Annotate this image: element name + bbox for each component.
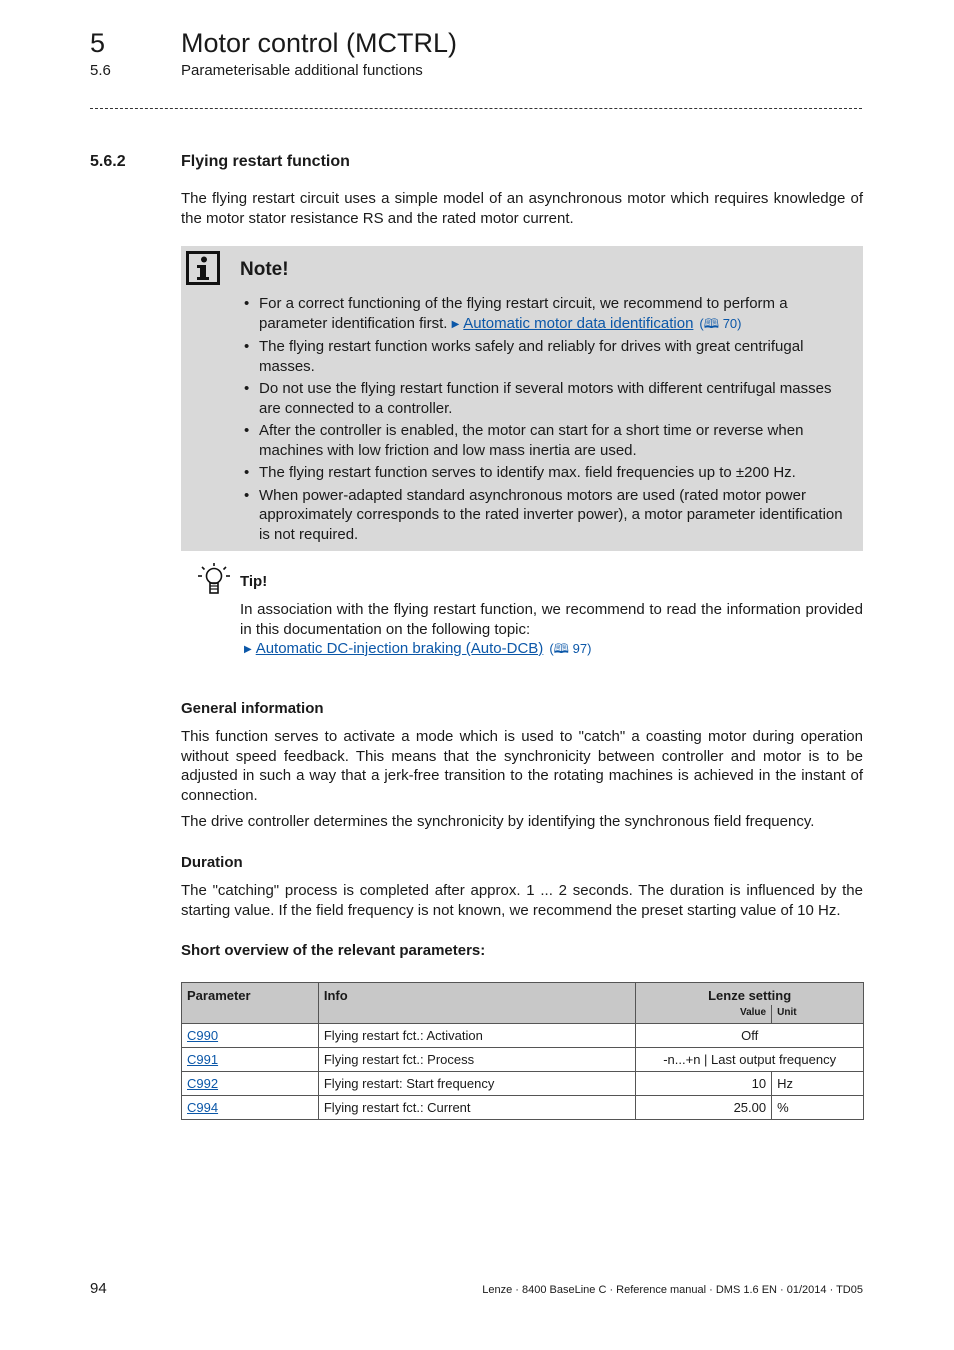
- param-unit: %: [772, 1096, 864, 1120]
- table-row: [182, 1024, 864, 1048]
- lightbulb-icon: [197, 562, 231, 598]
- parameter-table: [181, 982, 864, 1120]
- overview-heading: Short overview of the relevant parameters:: [181, 942, 486, 959]
- param-link-c991[interactable]: C991: [187, 1052, 219, 1067]
- list-item: • Do not use the flying restart function if several motors with different centrifugal masses are connected to a controller.: [244, 379, 849, 418]
- page-reference[interactable]: (🕮 70): [699, 315, 742, 331]
- chapter-title: Motor control (MCTRL): [181, 28, 458, 58]
- col-header-unit: Unit: [772, 1005, 864, 1024]
- param-setting: Off: [636, 1024, 864, 1048]
- table-header-row: [182, 983, 864, 1006]
- section-title: Parameterisable additional functions: [181, 62, 423, 79]
- general-paragraph-2: The drive controller determines the synchronicity by identifying the synchronous field frequency.: [181, 813, 815, 830]
- table-row: [182, 1048, 864, 1072]
- list-item: • The flying restart function works safely and reliably for drives with great centrifugal masses.: [244, 337, 849, 376]
- page-number: 94: [90, 1280, 107, 1297]
- param-unit: Hz: [772, 1072, 864, 1096]
- list-item: • The flying restart function serves to identify max. field frequencies up to ±200 Hz.: [244, 463, 849, 483]
- col-header-parameter: Parameter: [182, 983, 319, 1024]
- param-info: Flying restart fct.: Process: [318, 1048, 635, 1072]
- param-setting: -n...+n | Last output frequency: [636, 1048, 864, 1072]
- header-divider: [90, 108, 862, 109]
- tip-text: In association with the flying restart function, we recommend to read the information provided in this documentation on the following topic:: [240, 601, 863, 638]
- table-row: [182, 1096, 864, 1120]
- param-link-c992[interactable]: C992: [187, 1076, 219, 1091]
- list-item: • When power-adapted standard asynchronous motors are used (rated motor power approximately corresponds to the rated inverter power), a motor parameter identification is not required.: [244, 486, 849, 545]
- param-value: 10: [636, 1072, 772, 1096]
- list-item: • After the controller is enabled, the motor can start for a short time or reverse when machines with low friction and low mass inertia are used.: [244, 421, 849, 460]
- param-info: Flying restart fct.: Activation: [318, 1024, 635, 1048]
- list-item: • For a correct functioning of the flying restart circuit, we recommend to perform a parameter identification first. ▶ Automatic motor data identification (🕮 70): [244, 294, 849, 334]
- param-value: 25.00: [636, 1096, 772, 1120]
- param-link-c994[interactable]: C994: [187, 1100, 219, 1115]
- col-header-info: Info: [318, 983, 635, 1024]
- param-info: Flying restart: Start frequency: [318, 1072, 635, 1096]
- duration-paragraph: The "catching" process is completed after approx. 1 ... 2 seconds. The duration is influenced by the starting value. If the field frequency is not known, we recommend the preset starting value of 10 Hz.: [181, 882, 863, 919]
- info-icon: [186, 251, 220, 285]
- chapter-number: 5: [90, 28, 106, 58]
- intro-paragraph: The flying restart circuit uses a simple model of an asynchronous motor which requires knowledge of the motor stator resistance RS and the rated motor current.: [181, 190, 863, 227]
- general-heading: General information: [181, 700, 324, 717]
- param-info: Flying restart fct.: Current: [318, 1096, 635, 1120]
- note-list: [244, 294, 849, 547]
- tip-title: Tip!: [240, 573, 268, 590]
- link-motor-data-identification[interactable]: Automatic motor data identification: [463, 314, 694, 332]
- page-reference[interactable]: (🕮 97): [549, 641, 592, 656]
- section-number: 5.6: [90, 62, 111, 79]
- link-auto-dcb[interactable]: Automatic DC-injection braking (Auto-DCB): [255, 640, 544, 657]
- col-header-value: Value: [636, 1005, 772, 1024]
- duration-heading: Duration: [181, 854, 243, 871]
- arrow-right-icon: ▶: [244, 644, 252, 655]
- footer-text: Lenze · 8400 BaseLine C · Reference manual · DMS 1.6 EN · 01/2014 · TD05: [482, 1284, 863, 1296]
- arrow-right-icon: ▶: [451, 318, 460, 330]
- subsection-number: 5.6.2: [90, 153, 126, 170]
- param-link-c990[interactable]: C990: [187, 1028, 219, 1043]
- col-header-lenze-setting: Lenze setting: [636, 983, 864, 1006]
- general-paragraph-1: This function serves to activate a mode which is used to "catch" a coasting motor during operation without speed feedback. This means that the synchronicity between controller and motor is to be adjusted in such a way that a jerk-free transition to the rotating machines is achieved in the instant of connection.: [181, 728, 863, 804]
- note-title: Note!: [240, 259, 289, 280]
- tip-link-row: [244, 639, 591, 660]
- table-row: [182, 1072, 864, 1096]
- subsection-title: Flying restart function: [181, 153, 350, 170]
